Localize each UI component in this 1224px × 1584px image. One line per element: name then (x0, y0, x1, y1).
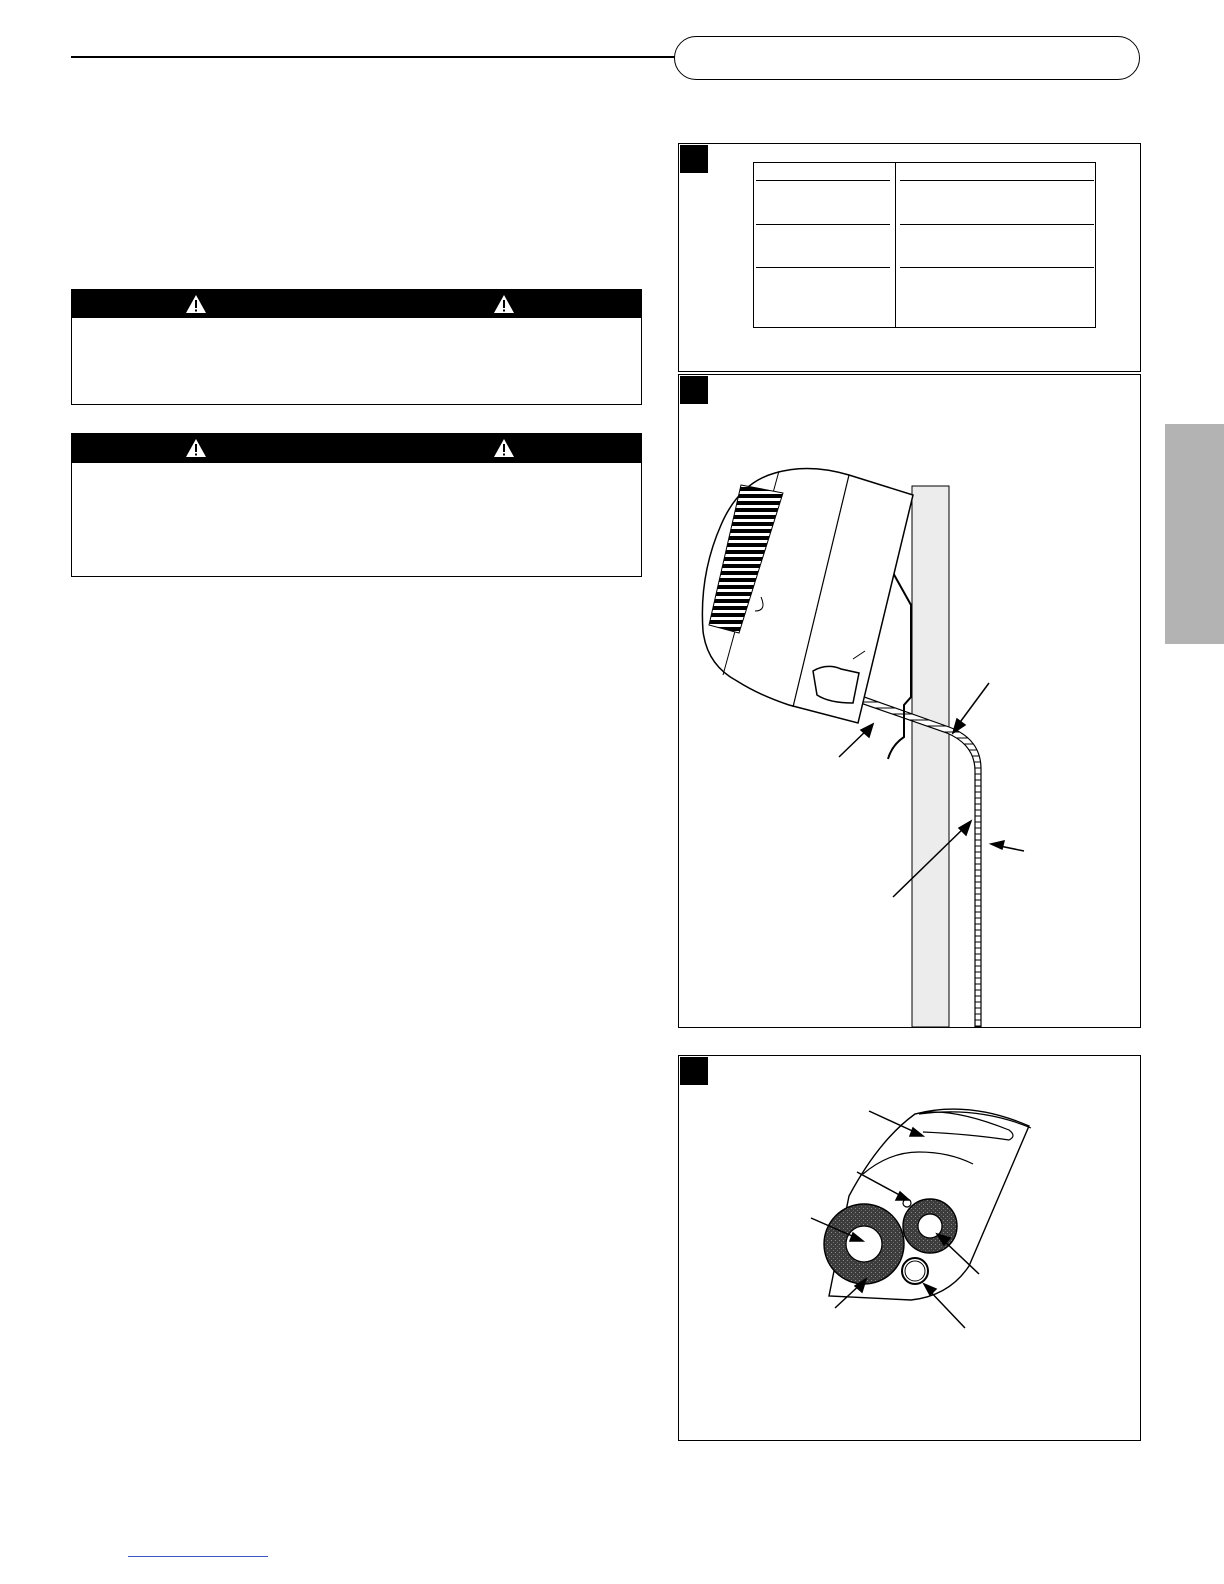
cable-cross-section-diagram (679, 1056, 1140, 1440)
chapter-side-tab (1165, 424, 1224, 644)
table-row-divider (900, 267, 1094, 268)
warning-triangle-icon (185, 294, 207, 314)
header-rule (71, 56, 675, 58)
section-title-pill (674, 36, 1140, 80)
wall-section (912, 486, 949, 1027)
table-row-divider (756, 267, 890, 268)
figure-number-badge (680, 145, 708, 173)
warning-header (72, 290, 641, 318)
table-row-divider (900, 180, 1094, 181)
table-row-divider (756, 180, 890, 181)
table-row-divider (900, 224, 1094, 225)
wall-mount-diagram (679, 375, 1140, 1027)
table-column-divider (895, 163, 896, 327)
warning-box-2 (71, 433, 642, 577)
warning-triangle-icon (493, 294, 515, 314)
figure-panel-mounting (678, 374, 1141, 1028)
spec-table (753, 162, 1096, 328)
figure-panel-cross-section (678, 1055, 1141, 1441)
footer-link-underline[interactable] (128, 1556, 268, 1557)
table-row-divider (756, 224, 890, 225)
mounting-bracket (888, 571, 911, 759)
warning-triangle-icon (185, 438, 207, 458)
warning-triangle-icon (493, 438, 515, 458)
warning-header (72, 434, 641, 463)
indoor-unit (702, 468, 913, 723)
warning-box-1 (71, 289, 642, 405)
figure-panel-table (678, 143, 1141, 372)
